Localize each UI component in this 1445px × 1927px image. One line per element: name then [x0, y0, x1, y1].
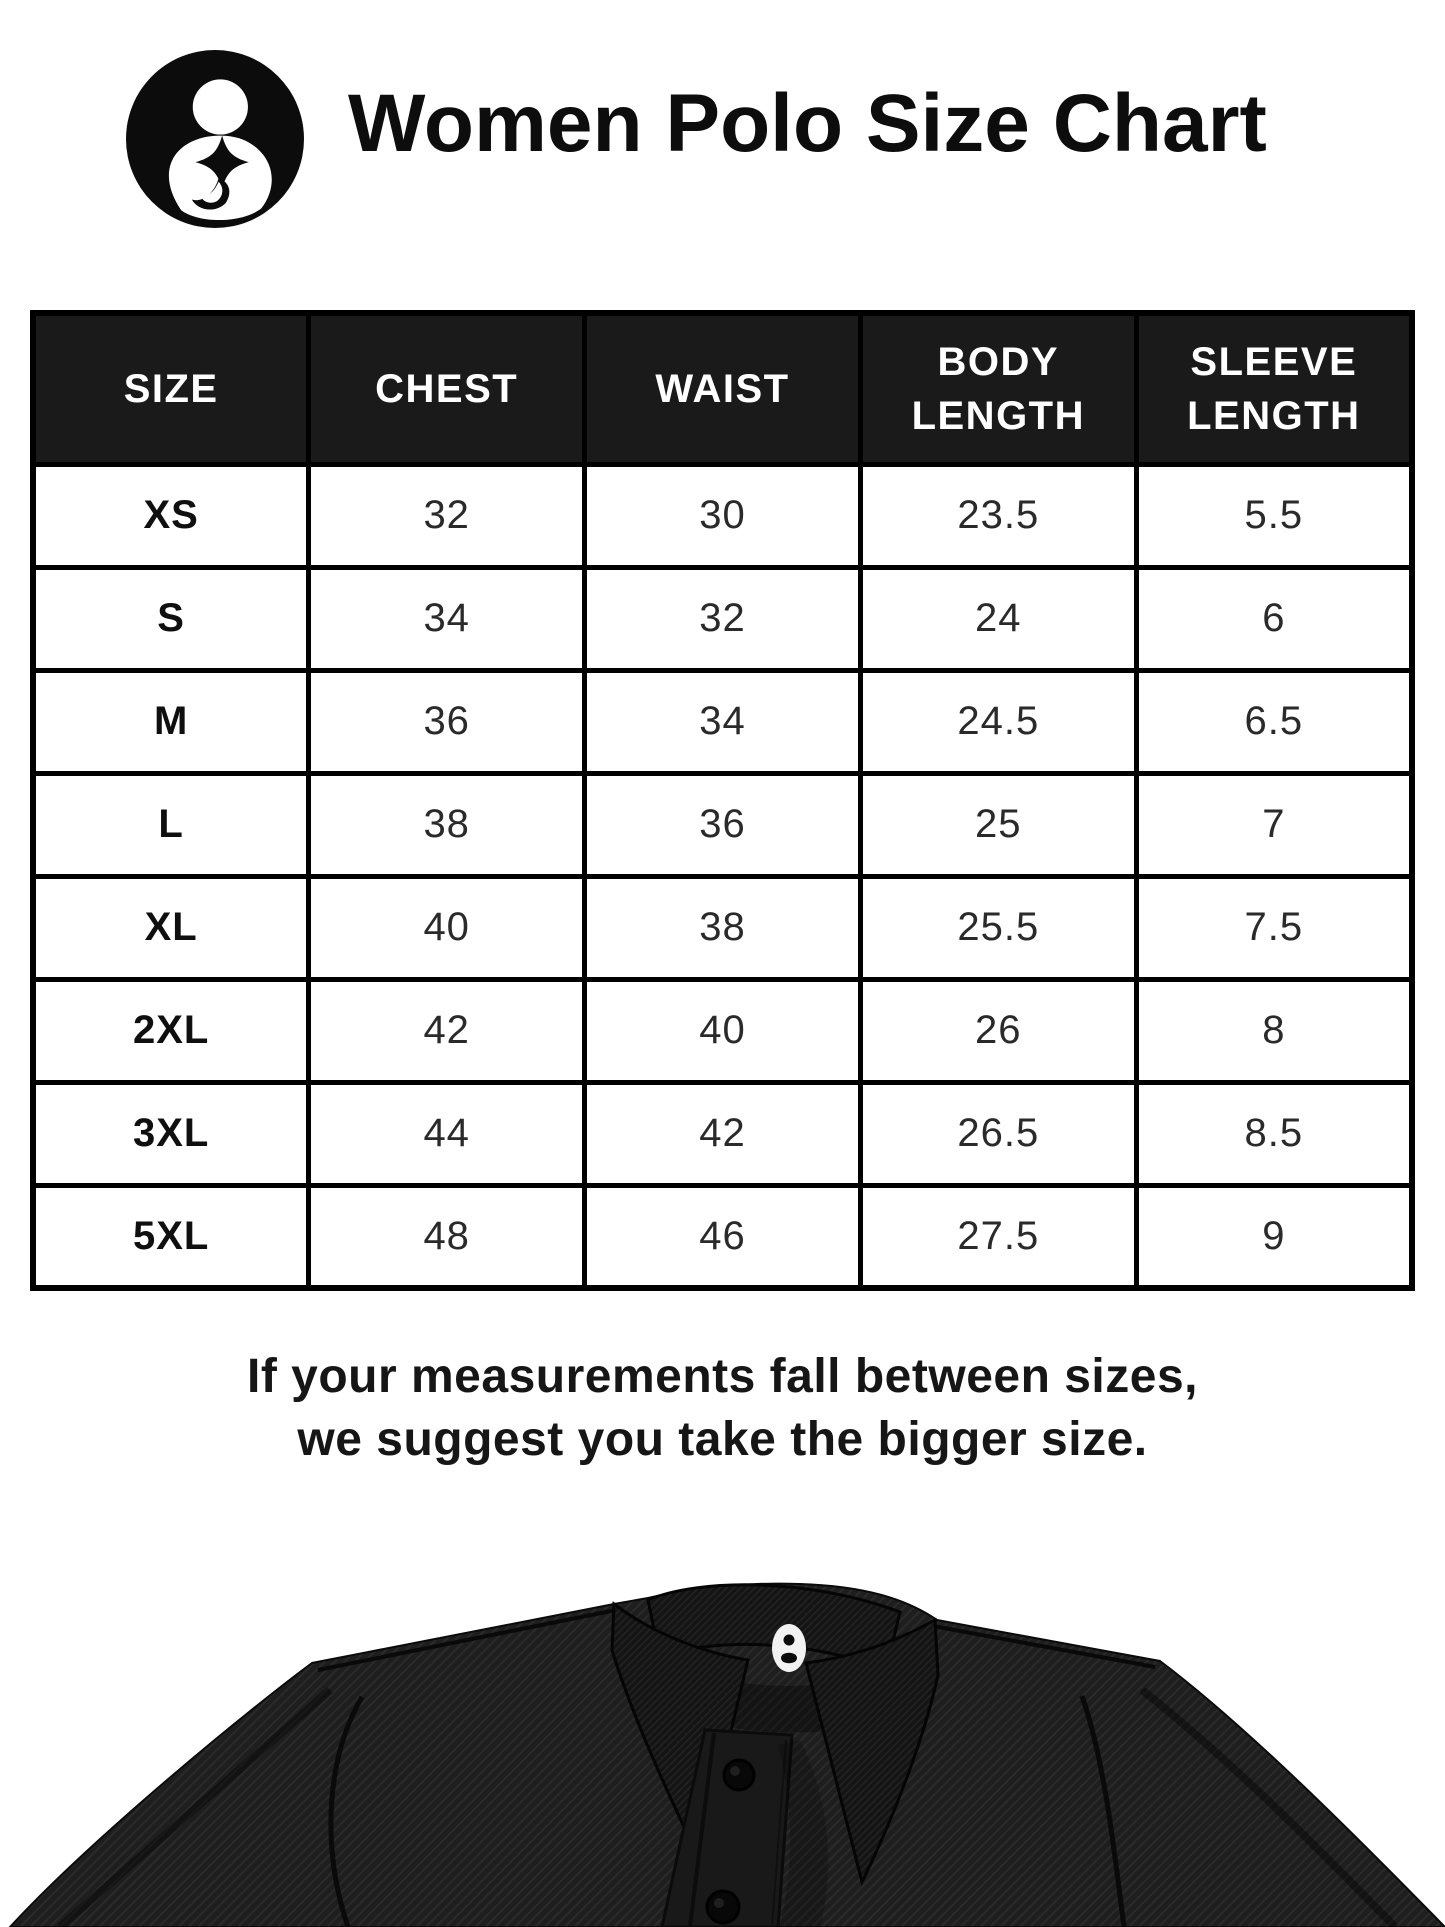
- fit-note-line-1: If your measurements fall between sizes,: [246, 1350, 1198, 1403]
- fit-note: [0, 1345, 1445, 1472]
- sleeve-length-cell: 8.5: [1136, 1082, 1412, 1185]
- size-cell: XS: [33, 464, 309, 567]
- sleeve-length-cell: 9: [1136, 1185, 1412, 1288]
- waist-cell: 42: [585, 1082, 861, 1185]
- table-row-m: [33, 670, 1412, 773]
- waist-cell: 40: [585, 979, 861, 1082]
- table-row-5xl: [33, 1185, 1412, 1288]
- size-table: [30, 310, 1415, 1291]
- waist-cell: 30: [585, 464, 861, 567]
- body-length-cell: 25: [860, 773, 1136, 876]
- size-cell: 5XL: [33, 1185, 309, 1288]
- column-header-body-length: BODY LENGTH: [860, 313, 1136, 464]
- chest-cell: 36: [309, 670, 585, 773]
- size-cell: 2XL: [33, 979, 309, 1082]
- waist-cell: 46: [585, 1185, 861, 1288]
- polo-button-top: [724, 1760, 754, 1790]
- waist-cell: 34: [585, 670, 861, 773]
- waist-cell: 32: [585, 567, 861, 670]
- polo-button-bottom: [707, 1891, 739, 1923]
- size-cell: S: [33, 567, 309, 670]
- chest-cell: 44: [309, 1082, 585, 1185]
- column-header-size: SIZE: [33, 313, 309, 464]
- table-row-s: [33, 567, 1412, 670]
- table-row-2xl: [33, 979, 1412, 1082]
- sleeve-length-cell: 8: [1136, 979, 1412, 1082]
- table-row-3xl: [33, 1082, 1412, 1185]
- size-cell: M: [33, 670, 309, 773]
- polo-shirt-image: [0, 1500, 1445, 1927]
- size-cell: XL: [33, 876, 309, 979]
- sleeve-length-cell: 7: [1136, 773, 1412, 876]
- body-length-cell: 25.5: [860, 876, 1136, 979]
- waist-cell: 38: [585, 876, 861, 979]
- size-table-header: [33, 313, 1412, 464]
- chest-cell: 40: [309, 876, 585, 979]
- size-table-body: [33, 464, 1412, 1288]
- column-header-waist: WAIST: [585, 313, 861, 464]
- body-length-cell: 24.5: [860, 670, 1136, 773]
- body-length-cell: 23.5: [860, 464, 1136, 567]
- chest-cell: 38: [309, 773, 585, 876]
- body-length-cell: 24: [860, 567, 1136, 670]
- body-length-cell: 26.5: [860, 1082, 1136, 1185]
- chest-cell: 34: [309, 567, 585, 670]
- body-length-cell: 26: [860, 979, 1136, 1082]
- column-header-chest: CHEST: [309, 313, 585, 464]
- table-row-xl: [33, 876, 1412, 979]
- sleeve-length-cell: 6.5: [1136, 670, 1412, 773]
- brand-logo-icon: [126, 50, 304, 228]
- page-title: Women Polo Size Chart: [348, 78, 1267, 169]
- sleeve-length-cell: 5.5: [1136, 464, 1412, 567]
- chest-cell: 42: [309, 979, 585, 1082]
- chest-cell: 48: [309, 1185, 585, 1288]
- collar-brand-tag: [772, 1624, 806, 1672]
- column-header-sleeve-length: SLEEVE LENGTH: [1136, 313, 1412, 464]
- table-row-xs: [33, 464, 1412, 567]
- fit-note-line-2: we suggest you take the bigger size.: [297, 1413, 1148, 1467]
- table-row-l: [33, 773, 1412, 876]
- sleeve-length-cell: 7.5: [1136, 876, 1412, 979]
- body-length-cell: 27.5: [860, 1185, 1136, 1288]
- size-cell: 3XL: [33, 1082, 309, 1185]
- waist-cell: 36: [585, 773, 861, 876]
- chest-cell: 32: [309, 464, 585, 567]
- sleeve-length-cell: 6: [1136, 567, 1412, 670]
- size-cell: L: [33, 773, 309, 876]
- header-row: [33, 313, 1412, 464]
